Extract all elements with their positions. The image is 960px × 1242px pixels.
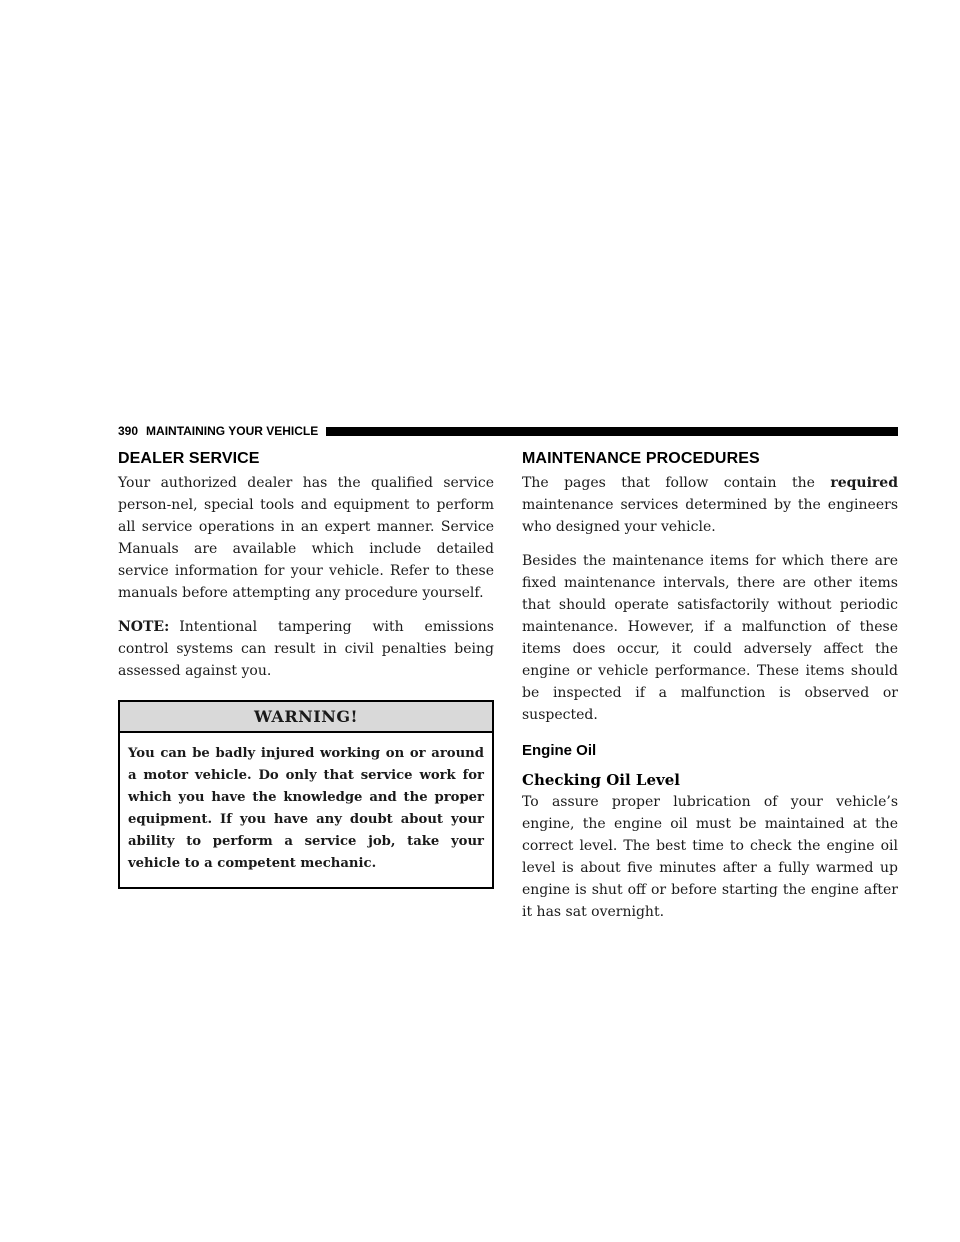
page-number: 390 — [118, 424, 139, 438]
required-emphasis: required — [830, 475, 898, 491]
checking-oil-level-heading: Checking Oil Level — [522, 771, 680, 789]
warning-text: You can be badly injured working on or around a motor vehicle. Do only that service work for which you have the knowledge and the proper equipment. If you have any doubt about your ability to perform a service job, take your vehicle to a competent mechanic. — [128, 746, 484, 871]
right-column — [522, 450, 898, 935]
section-title: MAINTAINING YOUR VEHICLE — [146, 424, 319, 438]
maintenance-procedures-heading: MAINTENANCE PROCEDURES — [522, 450, 760, 467]
page-header — [118, 421, 898, 441]
warning-box — [118, 700, 494, 889]
oil-level-paragraph: To assure proper lubrication of your vehicle’s engine, the engine oil must be maintained at the correct level. The best time to check the engine oil level is about five minutes after a fully warmed up engine is shut off or before starting the engine after it has sat overnight. — [522, 794, 898, 920]
header-rule — [326, 427, 898, 436]
maintenance-intro-paragraph — [522, 472, 898, 538]
intro-text-end: maintenance services determined by the engineers who designed your vehicle. — [522, 497, 898, 535]
note-text: Intentional tampering with emissions control systems can result in civil penalties being assessed against you. — [118, 619, 494, 679]
dealer-service-paragraph: Your authorized dealer has the qualified service person-nel, special tools and equipment to perform all service operations in an expert manner. Service Manuals are available which include detailed service information for your vehicle. Refer to these manuals before attempting any procedure yourself. — [118, 475, 494, 601]
note-paragraph — [118, 616, 494, 682]
left-column — [118, 450, 494, 889]
engine-oil-heading: Engine Oil — [522, 742, 597, 759]
note-label: NOTE: — [118, 619, 170, 635]
maintenance-items-paragraph: Besides the maintenance items for which there are fixed maintenance intervals, there are other items that should operate satisfactorily without periodic maintenance. However, if a malfunction of these items does occur, it could adversely affect the engine or vehicle performance. These items should be inspected if a malfunction is observed or suspected. — [522, 553, 898, 723]
intro-text-start: The pages that follow contain the — [522, 475, 831, 491]
warning-title: WARNING! — [120, 702, 492, 733]
dealer-service-heading: DEALER SERVICE — [118, 450, 260, 467]
